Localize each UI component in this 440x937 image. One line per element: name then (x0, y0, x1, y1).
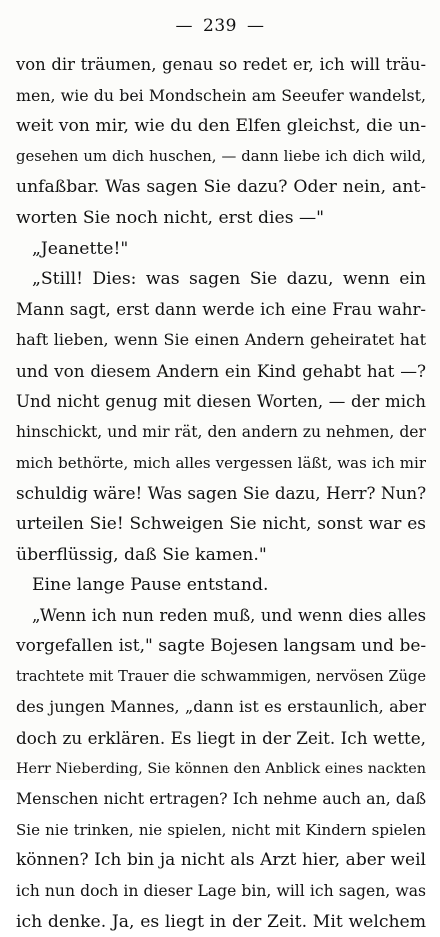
text-line: vorgefallen ist," sagte Bojesen langsam und be- (16, 636, 426, 657)
page-number: 239 (203, 16, 237, 36)
text-line: doch zu erklären. Es liegt in der Zeit. Ich wette, (16, 728, 426, 749)
text-line: können? Ich bin ja nicht als Arzt hier, aber weil (16, 850, 426, 871)
text-line: und von diesem Andern ein Kind gehabt hat —? (16, 360, 426, 381)
text-line: weit von mir, wie du den Elfen gleichst, die un- (16, 116, 426, 137)
text-line: „Still! Dies: was sagen Sie dazu, wenn ein (32, 269, 426, 290)
text-line: gesehen um dich huschen, — dann liebe ich dich wild, (16, 147, 426, 165)
text-line: ich nun doch in dieser Lage bin, will ich sagen, was (16, 882, 426, 901)
text-line: trachtete mit Trauer die schwammigen, nervösen Züge (16, 667, 426, 685)
text-line: Mann sagt, erst dann werde ich eine Frau wahr- (16, 299, 426, 319)
text-line: Menschen nicht ertragen? Ich nehme auch an, daß (16, 789, 426, 809)
text-line: men, wie du bei Mondschein am Seeufer wandelst, (16, 85, 426, 105)
text-line: urteilen Sie! Schweigen Sie nicht, sonst war es (16, 513, 426, 534)
text-line: Sie nie trinken, nie spielen, nicht mit Kindern spielen (16, 820, 426, 839)
text-line: schuldig wäre! Was sagen Sie dazu, Herr? Nun? (16, 483, 426, 504)
text-line: Eine lange Pause entstand. (32, 575, 269, 596)
text-line: Und nicht genug mit diesen Worten, — der mich (16, 391, 426, 411)
page-number-header (0, 16, 440, 36)
text-line: worten Sie noch nicht, erst dies —" (16, 207, 325, 228)
text-line: „Wenn ich nun reden muß, und wenn dies alles (32, 605, 426, 625)
text-line: ich denke. Ja, es liegt in der Zeit. Mit welchem (16, 911, 426, 932)
text-line: Herr Nieberding, Sie können den Anblick eines nackten (16, 760, 426, 777)
text-line: überflüssig, daß Sie kamen." (16, 544, 267, 565)
text-line: von dir träumen, genau so redet er, ich will träu- (16, 55, 426, 74)
page-number-dash-left: — (175, 16, 194, 36)
text-line: des jungen Mannes, „dann ist es erstaunlich, aber (16, 697, 426, 717)
text-line: „Jeanette!" (32, 238, 129, 259)
text-line: mich bethörte, mich alles vergessen läßt, was ich mir (16, 453, 426, 472)
page-number-dash-right: — (246, 16, 265, 36)
body-text (16, 50, 426, 937)
text-line: unfaßbar. Was sagen Sie dazu? Oder nein, ant- (16, 177, 426, 198)
text-line: haft lieben, wenn Sie einen Andern geheiratet hat (16, 330, 426, 350)
text-line: hinschickt, und mir rät, den andern zu nehmen, der (16, 423, 426, 442)
